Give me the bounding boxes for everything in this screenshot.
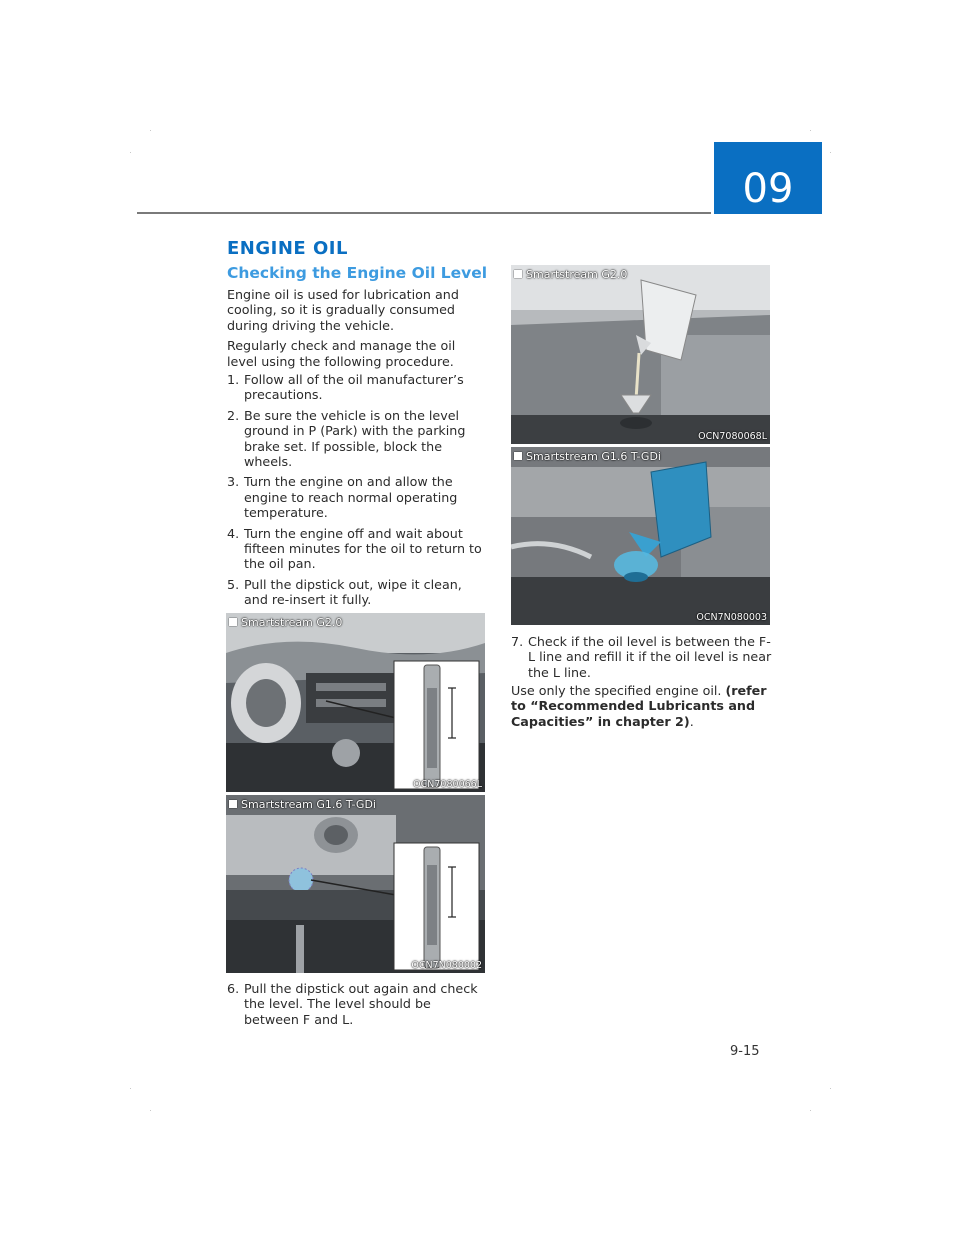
section-title: ENGINE OIL: [227, 238, 348, 259]
step-item: [227, 526, 489, 572]
figure-oil-fill-g16: [511, 447, 770, 625]
step-number: 1.: [227, 372, 240, 387]
step-number: 3.: [227, 474, 240, 490]
oil-fill-illustration: [511, 447, 770, 625]
figure-label-text: Smartstream G2.0: [241, 616, 343, 629]
crop-mark: [830, 152, 831, 153]
intro-paragraph: Regularly check and manage the oil level using the following procedure.: [227, 338, 456, 369]
note-paragraph: [511, 683, 773, 729]
figure-label: [229, 616, 342, 629]
step-number: 2.: [227, 407, 240, 423]
step-text: Check if the oil level is between the F-L line and refill it if the oil level is near the L line.: [528, 634, 772, 680]
step-text: Turn the engine off and wait about fifteen minutes for the oil to return to the oil pan.: [244, 525, 482, 572]
bullet-square-icon: [229, 800, 237, 808]
step-number: 6.: [227, 981, 240, 996]
figure-label: [514, 268, 627, 281]
figure-oil-fill-g20: [511, 265, 770, 444]
engine-bay-illustration: [226, 613, 485, 792]
intro-text: [227, 287, 489, 374]
figure-code: OCN7080066L: [413, 779, 482, 790]
figure-dipstick-g16: [226, 795, 485, 973]
figure-label-text: Smartstream G2.0: [526, 268, 628, 281]
chapter-tab: [714, 142, 822, 214]
step-number: 7.: [511, 634, 524, 649]
bullet-square-icon: [229, 618, 237, 626]
steps-list-left-bottom: [227, 981, 489, 1032]
crop-mark: [150, 130, 151, 131]
bullet-square-icon: [514, 270, 522, 278]
figure-label: [514, 450, 661, 463]
step-text: Be sure the vehicle is on the level ground in P (Park) with the parking brake set. If possible, block the wheels.: [244, 407, 466, 470]
figure-label-text: Smartstream G1.6 T-GDi: [241, 798, 376, 811]
note-reference: (refer to “Recommended Lubricants and Capacities” in chapter 2): [511, 683, 767, 729]
figure-code: OCN7080068L: [698, 431, 767, 442]
figure-label-text: Smartstream G1.6 T-GDi: [526, 450, 661, 463]
step-item: [227, 372, 489, 403]
crop-mark: [130, 1088, 131, 1089]
header-rule: [137, 212, 711, 214]
oil-fill-illustration: [511, 265, 770, 444]
steps-list-right: [511, 634, 773, 685]
step-item: [227, 981, 489, 1027]
page-number: 9-15: [730, 1044, 760, 1059]
step-item: [511, 634, 773, 680]
crop-mark: [810, 1110, 811, 1111]
figure-code: OCN7N080002: [411, 960, 482, 971]
subsection-title: Checking the Engine Oil Level: [227, 264, 488, 282]
step-number: 4.: [227, 525, 240, 541]
crop-mark: [810, 130, 811, 131]
note-text: Use only the specified engine oil.: [511, 683, 726, 698]
step-text: Turn the engine on and allow the engine to reach normal operating temperature.: [244, 474, 458, 521]
chapter-number: 09: [742, 166, 794, 212]
crop-mark: [130, 152, 131, 153]
figure-code: OCN7N080003: [696, 612, 767, 623]
figure-dipstick-g20: [226, 613, 485, 792]
step-number: 5.: [227, 576, 240, 592]
intro-paragraph: Engine oil is used for lubrication and cooling, so it is gradually consumed during driving the vehicle.: [227, 287, 459, 333]
crop-mark: [150, 1110, 151, 1111]
step-text: Pull the dipstick out again and check the level. The level should be between F and L.: [244, 981, 478, 1027]
engine-bay-illustration: [226, 795, 485, 973]
crop-mark: [830, 1088, 831, 1089]
step-text: Follow all of the oil manufacturer’s precautions.: [244, 372, 464, 403]
steps-list-left: [227, 372, 489, 613]
step-item: [227, 474, 489, 520]
note-end: .: [689, 713, 694, 729]
step-item: [227, 408, 489, 470]
step-text: Pull the dipstick out, wipe it clean, and re-insert it fully.: [244, 576, 462, 608]
figure-label: [229, 798, 376, 811]
step-item: [227, 577, 489, 608]
bullet-square-icon: [514, 452, 522, 460]
